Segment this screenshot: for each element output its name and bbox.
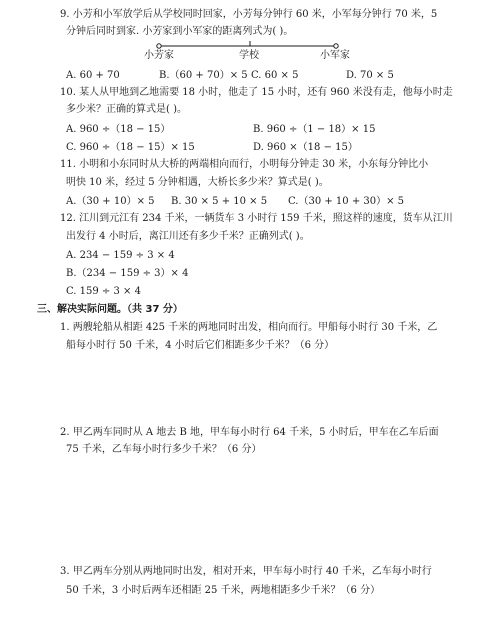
q10-option-c: C. 960 ÷（18 − 15）× 15	[66, 142, 195, 153]
q11-option-a: A.（30 + 10）× 5	[66, 196, 155, 207]
problem-1-line1: 1. 两艘轮船从相距 425 千米的两地同时出发，相向而行。甲船每小时行 30 千米，乙	[60, 322, 438, 333]
q12-option-c: C. 159 ÷ 3 × 4	[66, 286, 141, 297]
q10-line2: 多少米？正确的算式是( )。	[66, 104, 187, 115]
q9-route-diagram	[0, 0, 485, 80]
q9-option-c: C. 60 × 5	[251, 70, 299, 81]
q12-option-a: A. 234 − 159 ÷ 3 × 4	[66, 250, 175, 261]
section-title: 三、解决实际问题。（共 37 分）	[37, 304, 183, 315]
problem-2-line1: 2. 甲乙两车同时从 A 地去 B 地，甲车每小时行 64 千米，5 小时后，甲车在乙车后面	[60, 427, 439, 438]
q11-line2: 明快 10 米，经过 5 分钟相遇，大桥长多少米？算式是( )。	[66, 177, 329, 188]
route-endpoint-right	[334, 44, 338, 48]
q11-line1: 11. 小明和小东同时从大桥的两端相向而行，小明每分钟走 30 米，小东每分钟比小	[60, 159, 429, 170]
q10-option-b: B. 960 ÷（1 − 18）× 15	[253, 124, 376, 135]
problem-3-line2: 50 千米，3 小时后两车还相距 25 千米，两地相距多少千米？（6 分）	[66, 585, 381, 596]
diagram-label-school: 学校	[239, 50, 259, 61]
q9-option-a: A. 60 + 70	[66, 70, 120, 81]
q10-option-d: D. 960 ×（18 − 15）	[253, 142, 358, 153]
route-endpoint-left	[157, 44, 161, 48]
q9-line1: 9. 小芳和小军放学后从学校同时回家，小芳每分钟行 60 米，小军每分钟行 70 米，5	[60, 9, 438, 20]
problem-1-line2: 船每小时行 50 千米，4 小时后它们相距多少千米？（6 分）	[66, 340, 335, 351]
q11-option-b: B. 30 × 5 + 10 × 5	[171, 196, 268, 207]
q12-option-b: B.（234 − 159 ÷ 3）× 4	[66, 268, 189, 279]
q10-option-a: A. 960 ÷（18 − 15）	[66, 124, 171, 135]
q9-option-d: D. 70 × 5	[346, 70, 394, 81]
q10-line1: 10. 某人从甲地到乙地需要 18 小时，他走了 15 小时，还有 960 米没有走，他每小时走	[60, 87, 453, 98]
q9-line2: 分钟后同时到家. 小芳家到小军家的距离列式为( )。	[66, 26, 294, 37]
problem-3-line1: 3. 甲乙两车分别从两地同时出发，相对开来，甲车每小时行 40 千米，乙车每小时行	[60, 566, 432, 577]
problem-2-line2: 75 千米，乙车每小时行多少千米？（6 分）	[66, 444, 262, 455]
diagram-label-xiaofang-home: 小芳家	[144, 50, 174, 61]
diagram-label-xiaojun-home: 小军家	[320, 50, 350, 61]
q12-line1: 12. 江川到元江有 234 千米，一辆货车 3 小时行 159 千米，照这样的速度，货车从江川	[60, 213, 453, 224]
q12-line2: 出发行 4 小时后，离江川还有多少千米？正确列式( )。	[66, 231, 310, 242]
q9-option-b: B.（60 + 70）× 5	[159, 70, 248, 81]
q11-option-c: C.（30 + 10 + 30）× 5	[288, 196, 405, 207]
